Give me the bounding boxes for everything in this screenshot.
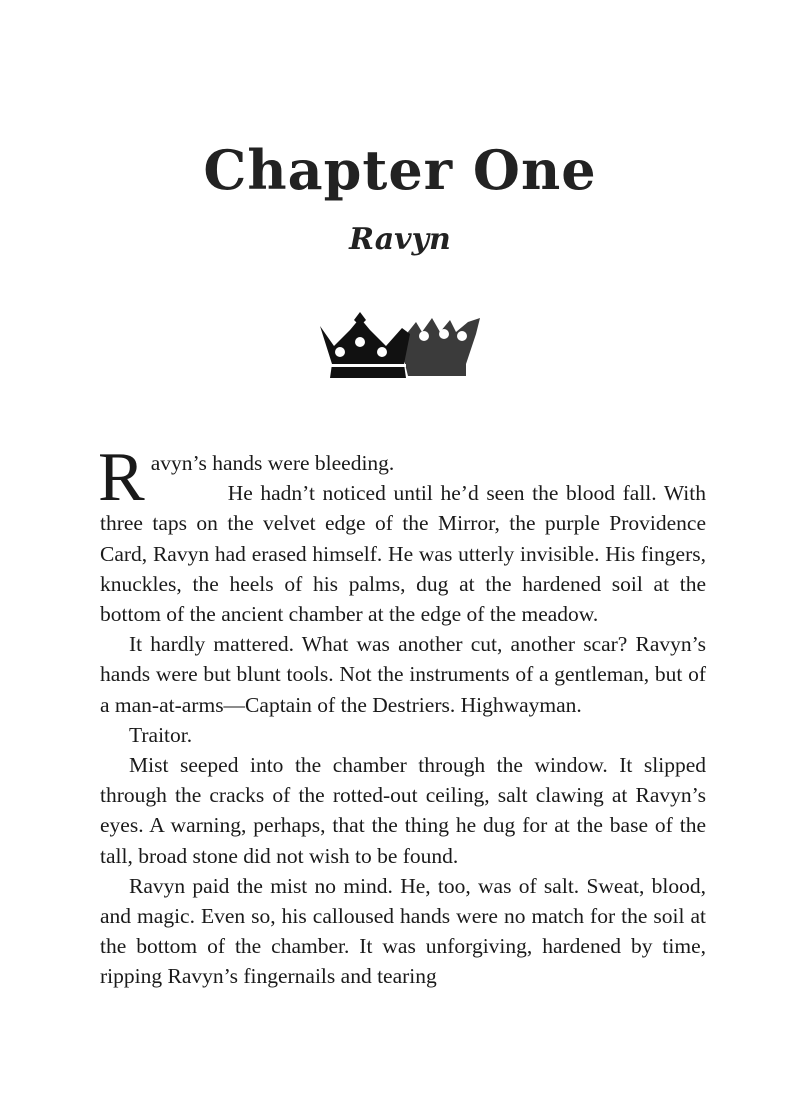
- chapter-body: [98, 439, 706, 992]
- chapter-title: Chapter One: [203, 138, 597, 202]
- paragraph: It hardly mattered. What was another cut, another scar? Ravyn’s hands were but blunt tools. Not the instruments of a gentleman, but of a man-at-arms—Captain of the Destriers. Highwayman.: [100, 632, 706, 717]
- twin-crowns-icon: [316, 312, 488, 384]
- paragraph: He hadn’t noticed until he’d seen the blood fall. With three taps on the velvet edge of the Mirror, the purple Providence Card, Ravyn had erased himself. He was utterly invisible. His fingers, knuckles, the heels of his palms, dug at the hardened soil at the bottom of the ancient chamber at the edge of the meadow.: [100, 481, 706, 627]
- chapter-subtitle: Ravyn: [349, 222, 451, 257]
- paragraph: [98, 439, 706, 516]
- paragraph-text: avyn’s hands were bleeding.: [150, 451, 395, 475]
- paragraph: Traitor.: [129, 722, 193, 747]
- paragraph: Mist seeped into the chamber through the window. It slipped through the cracks of the rotted-out ceiling, salt clawing at Ravyn’s eyes. A warning, perhaps, that the thing he dug for at the base of the tall, broad stone did not wish to be found.: [100, 753, 706, 868]
- drop-cap: R: [98, 439, 145, 516]
- paragraph: Ravyn paid the mist no mind. He, too, was of salt. Sweat, blood, and magic. Even so, his calloused hands were no match for the soil at the bottom of the chamber. It was unforgiving, hardened by time, ripping Ravyn’s fingernails and tearing: [100, 873, 706, 989]
